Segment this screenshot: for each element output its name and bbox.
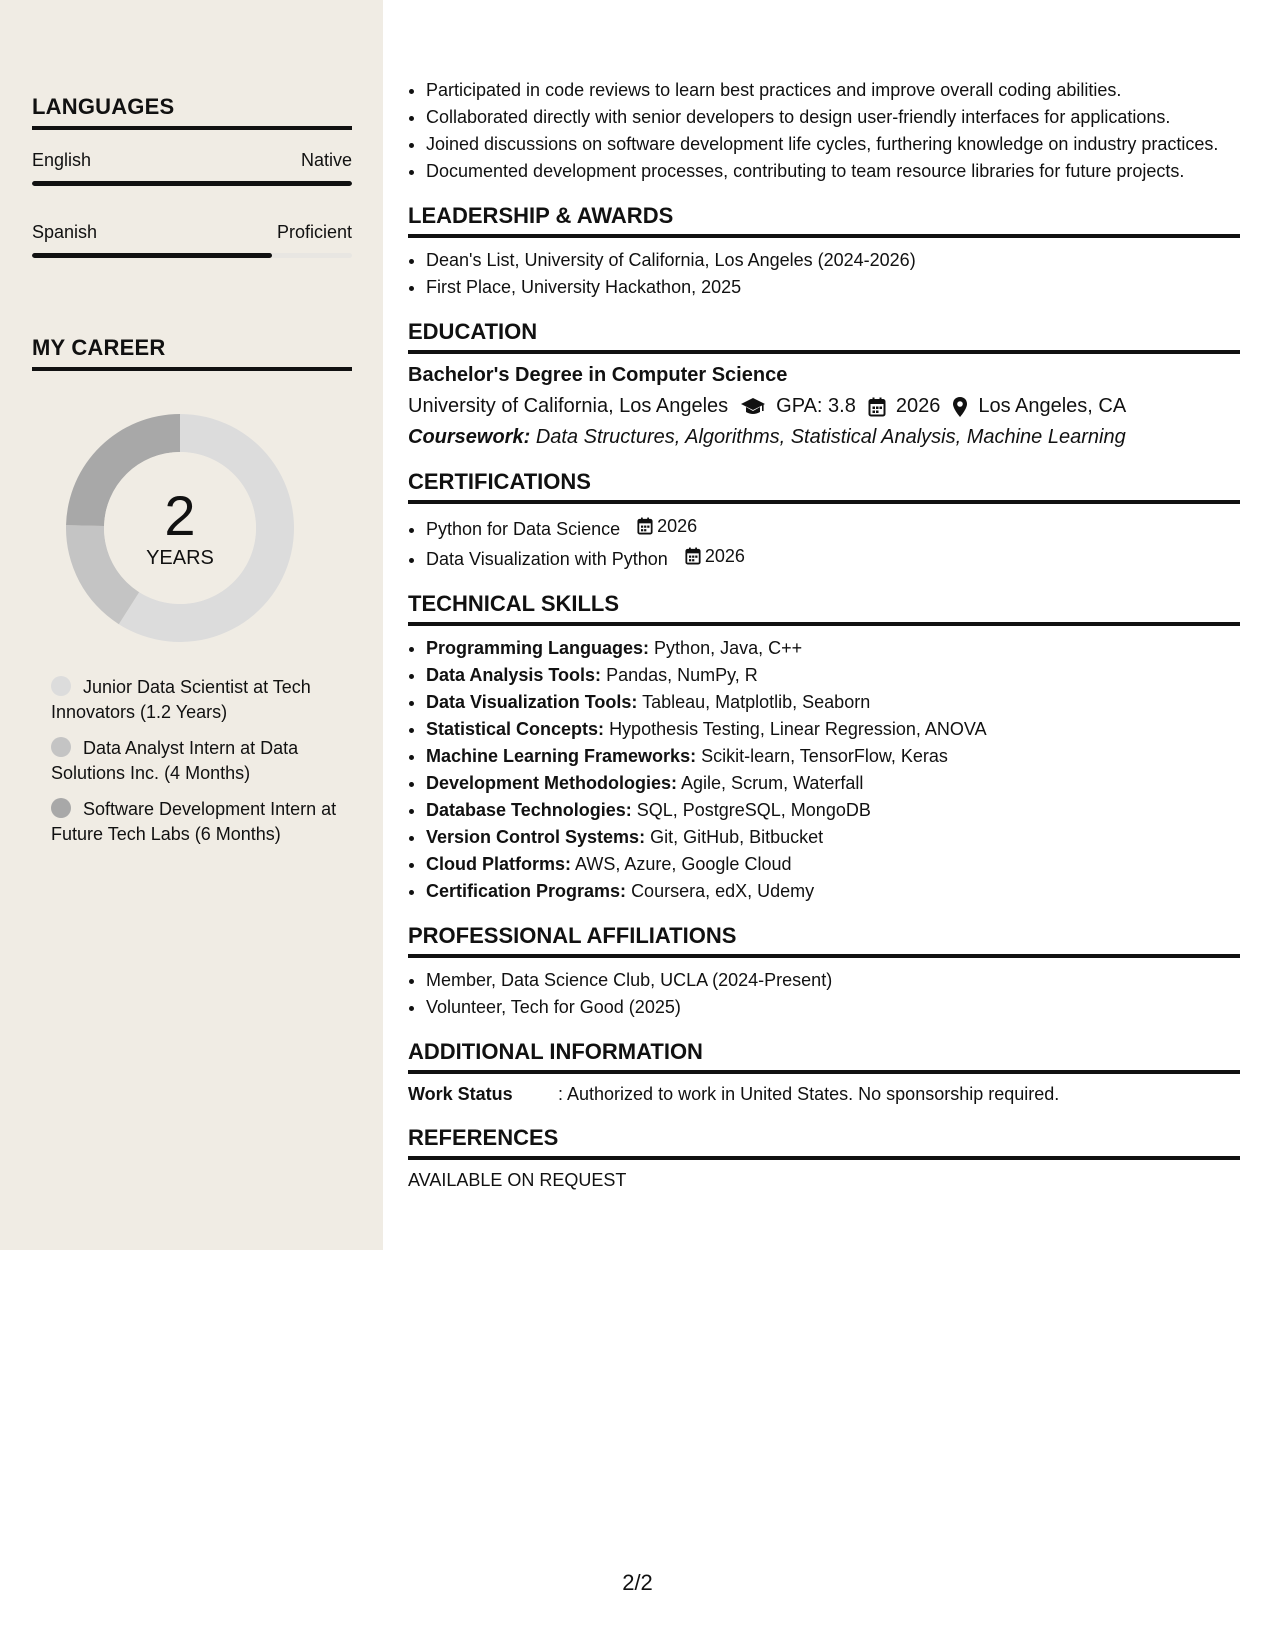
references-text: AVAILABLE ON REQUEST (408, 1170, 627, 1190)
career-item-label: Data Analyst Intern at Data Solutions Inc. (4 Months) (51, 738, 299, 783)
leadership-list (408, 248, 1240, 299)
language-row-spanish (32, 222, 352, 243)
language-bar-english (32, 181, 352, 186)
skills-list (408, 636, 1240, 903)
career-item (51, 675, 341, 725)
calendar-icon (868, 397, 886, 417)
skill-item (426, 879, 1240, 903)
graduation-cap-icon (740, 397, 766, 417)
list-item (426, 544, 1240, 571)
coursework-label: Coursework: (408, 426, 531, 448)
education-degree: Bachelor's Degree in Computer Science (408, 364, 788, 386)
skill-item (426, 852, 1240, 876)
language-level: Native (300, 150, 352, 170)
career-section (32, 335, 352, 371)
language-row-english (32, 150, 352, 171)
additional-info-heading: ADDITIONAL INFORMATION (408, 1039, 1240, 1074)
affiliations-list (408, 968, 1240, 1019)
work-status-value: : Authorized to work in United States. No sponsorship required. (558, 1084, 1060, 1104)
education-gpa: GPA: 3.8 (776, 395, 856, 417)
career-item-label: Junior Data Scientist at Tech Innovators (1.2 Years) (51, 677, 311, 722)
certification-date (685, 544, 745, 568)
skill-value: Scikit-learn, TensorFlow, Keras (701, 746, 948, 766)
education-location: Los Angeles, CA (978, 395, 1127, 417)
education-coursework (408, 426, 1240, 449)
career-item-label: Software Development Intern at Future Tech Labs (6 Months) (51, 799, 337, 844)
career-years-number: 2 (164, 483, 196, 547)
career-legend (51, 675, 341, 858)
skill-item (426, 636, 1240, 660)
work-status-label: Work Status (408, 1084, 513, 1104)
donut-center (66, 414, 294, 642)
career-donut-chart (66, 414, 294, 642)
skill-label: Data Visualization Tools: (426, 692, 638, 712)
career-heading: MY CAREER (32, 335, 352, 371)
legend-dot (51, 798, 71, 818)
language-name: English (32, 150, 92, 170)
language-bar-spanish (32, 253, 352, 258)
sidebar (0, 0, 383, 1250)
skill-item (426, 744, 1240, 768)
skill-value: SQL, PostgreSQL, MongoDB (636, 800, 871, 820)
certifications-list (408, 514, 1240, 571)
skill-item (426, 690, 1240, 714)
education-school: University of California, Los Angeles (408, 395, 729, 417)
skill-label: Data Analysis Tools: (426, 665, 602, 685)
skill-label: Machine Learning Frameworks: (426, 746, 697, 766)
skill-label: Database Technologies: (426, 800, 632, 820)
skill-value: Python, Java, C++ (654, 638, 803, 658)
skills-heading: TECHNICAL SKILLS (408, 591, 1240, 626)
language-level: Proficient (276, 222, 352, 242)
certification-name: Data Visualization with Python (426, 549, 668, 569)
skill-item (426, 771, 1240, 795)
list-item: • First Place, University Hackathon, 2025 (426, 275, 1240, 299)
page-number: 2/2 (622, 1570, 653, 1595)
skill-label: Certification Programs: (426, 881, 627, 901)
education-year: 2026 (895, 395, 941, 417)
list-item: • Collaborated directly with senior developers to design user-friendly interfaces for applications. (426, 105, 1240, 129)
calendar-icon (637, 517, 653, 535)
skill-value: Pandas, NumPy, R (606, 665, 758, 685)
career-item (51, 797, 341, 847)
list-item: • Member, Data Science Club, UCLA (2024-Present) (426, 968, 1240, 992)
list-item (426, 514, 1240, 541)
skill-label: Programming Languages: (426, 638, 650, 658)
language-bar-fill (32, 253, 272, 258)
skill-label: Cloud Platforms: (426, 854, 572, 874)
main-column (408, 78, 1240, 1191)
languages-section (32, 94, 352, 258)
map-pin-icon (952, 396, 968, 418)
skill-item (426, 825, 1240, 849)
affiliations-heading: PROFESSIONAL AFFILIATIONS (408, 923, 1240, 958)
legend-dot (51, 676, 71, 696)
skill-value: AWS, Azure, Google Cloud (575, 854, 792, 874)
references-heading: REFERENCES (408, 1125, 1240, 1160)
experience-bullets (408, 78, 1240, 183)
skill-value: Hypothesis Testing, Linear Regression, ANOVA (609, 719, 987, 739)
skill-item (426, 717, 1240, 741)
career-years-unit: YEARS (146, 546, 214, 569)
skill-label: Statistical Concepts: (426, 719, 605, 739)
skill-value: Git, GitHub, Bitbucket (650, 827, 824, 847)
skill-label: Version Control Systems: (426, 827, 646, 847)
leadership-heading: LEADERSHIP & AWARDS (408, 203, 1240, 238)
skill-item (426, 798, 1240, 822)
skill-value: Tableau, Matplotlib, Seaborn (642, 692, 871, 712)
skill-item (426, 663, 1240, 687)
certification-name: Python for Data Science (426, 519, 621, 539)
certification-year: 2026 (704, 546, 745, 566)
language-bar-fill (32, 181, 352, 186)
language-name: Spanish (32, 222, 98, 242)
work-status-row (408, 1084, 1240, 1105)
certifications-heading: CERTIFICATIONS (408, 469, 1240, 504)
list-item: • Volunteer, Tech for Good (2025) (426, 995, 1240, 1019)
languages-heading: LANGUAGES (32, 94, 352, 130)
calendar-icon (685, 547, 701, 565)
skill-label: Development Methodologies: (426, 773, 678, 793)
certification-year: 2026 (657, 516, 698, 536)
education-details (408, 395, 1240, 418)
list-item: • Dean's List, University of California, Los Angeles (2024-2026) (426, 248, 1240, 272)
skill-value: Coursera, edX, Udemy (631, 881, 815, 901)
career-item (51, 736, 341, 786)
list-item: • Documented development processes, contributing to team resource libraries for future projects. (426, 159, 1240, 183)
list-item: • Joined discussions on software development life cycles, furthering knowledge on industry practices. (426, 132, 1240, 156)
certification-date (637, 514, 697, 538)
coursework-text: Data Structures, Algorithms, Statistical Analysis, Machine Learning (535, 426, 1126, 448)
education-heading: EDUCATION (408, 319, 1240, 354)
list-item: • Participated in code reviews to learn best practices and improve overall coding abilities. (426, 78, 1240, 102)
legend-dot (51, 737, 71, 757)
skill-value: Agile, Scrum, Waterfall (681, 773, 864, 793)
